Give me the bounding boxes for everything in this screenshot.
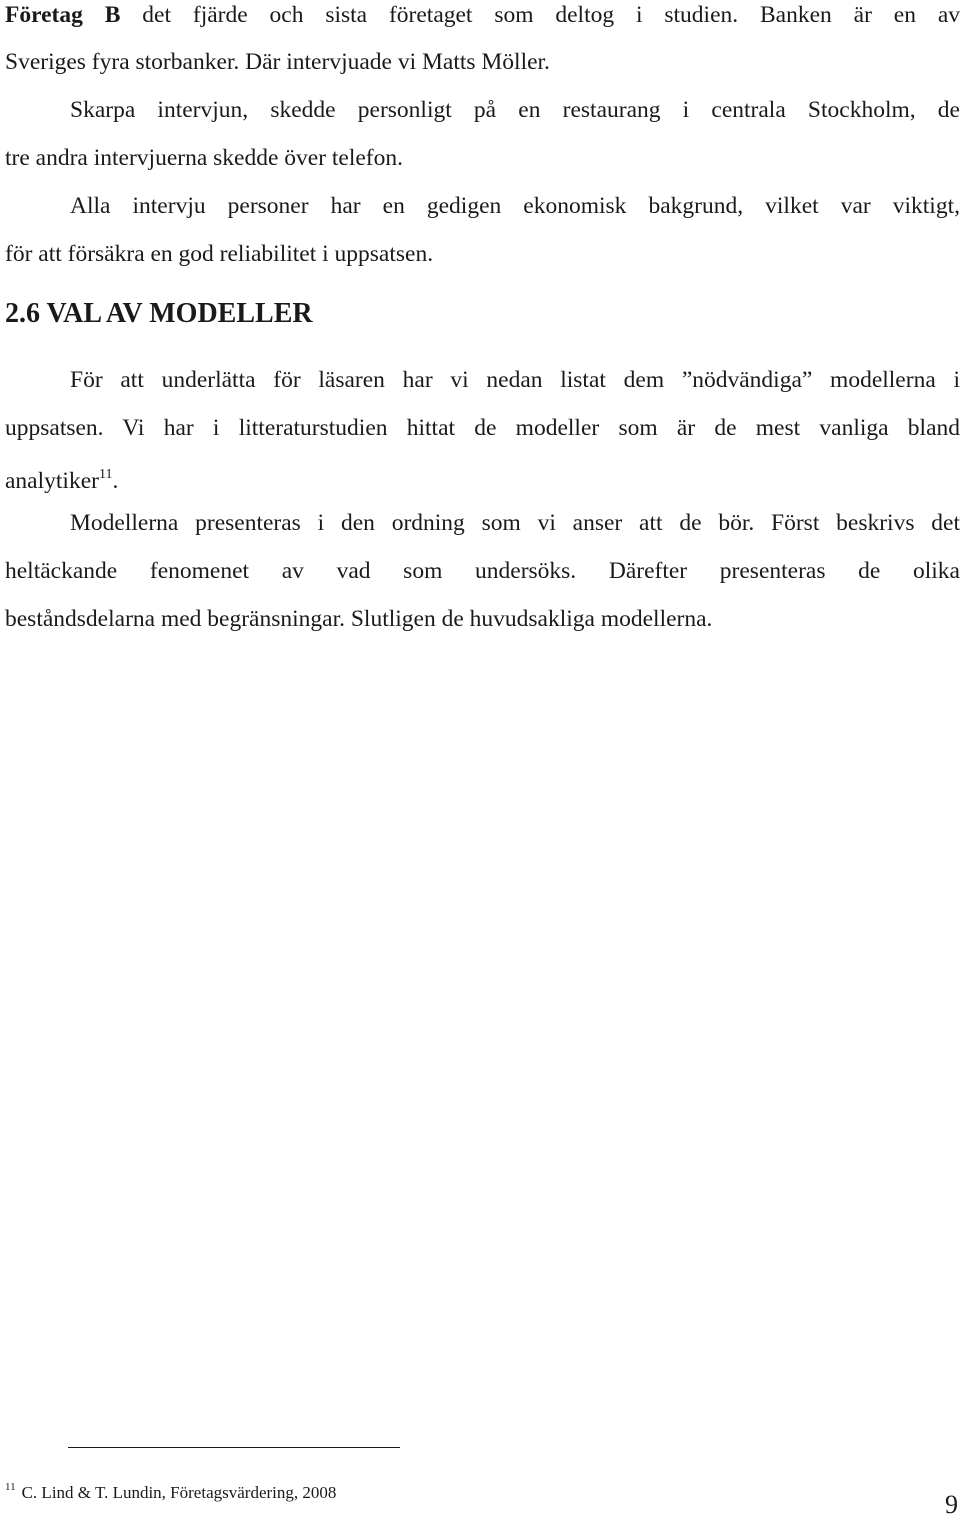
paragraph-5-line-1: Modellerna presenteras i den ordning som vi anser att de bör. Först beskrivs det bbox=[70, 510, 960, 536]
company-label: Företag B bbox=[5, 2, 121, 28]
paragraph-4-line-3 bbox=[5, 461, 118, 495]
paragraph-5-line-3: beståndsdelarna med begränsningar. Slutligen de huvudsakliga modellerna. bbox=[5, 606, 713, 632]
paragraph-3-line-2: för att försäkra en god reliabilitet i uppsatsen. bbox=[5, 241, 434, 267]
paragraph-1-line-1 bbox=[5, 1, 960, 29]
footnote bbox=[5, 1475, 336, 1505]
paragraph-5-line-2: heltäckande fenomenet av vad som undersöks. Därefter presenteras de olika bbox=[5, 558, 960, 584]
page-number: 9 bbox=[945, 1490, 958, 1519]
paragraph-1-line-2: Sveriges fyra storbanker. Där intervjuade vi Matts Möller. bbox=[5, 49, 550, 75]
section-heading: 2.6 VAL AV MODELLER bbox=[5, 298, 313, 329]
footnote-separator bbox=[68, 1447, 400, 1448]
paragraph-2-line-2: tre andra intervjuerna skedde över telefon. bbox=[5, 145, 404, 171]
paragraph-2-line-1: Skarpa intervjun, skedde personligt på en restaurang i centrala Stockholm, de bbox=[70, 97, 960, 123]
paragraph-4-line-2: uppsatsen. Vi har i litteraturstudien hittat de modeller som är de mest vanliga bland bbox=[5, 415, 960, 441]
paragraph-4-line-3-text: analytiker bbox=[5, 468, 99, 494]
footnote-text: C. Lind & T. Lundin, Företagsvärdering, 2008 bbox=[21, 1483, 337, 1502]
paragraph-4-line-1: För att underlätta för läsaren har vi nedan listat dem ”nödvändiga” modellerna i bbox=[70, 367, 960, 393]
footnote-mark: 11 bbox=[5, 1481, 16, 1493]
footnote-reference: 11 bbox=[98, 467, 113, 482]
paragraph-3-line-1: Alla intervju personer har en gedigen ekonomisk bakgrund, vilket var viktigt, bbox=[70, 193, 960, 219]
paragraph-4-line-3-end: . bbox=[112, 468, 119, 494]
paragraph-1-line-1-text: det fjärde och sista företaget som deltog i studien. Banken är en av bbox=[120, 2, 960, 28]
